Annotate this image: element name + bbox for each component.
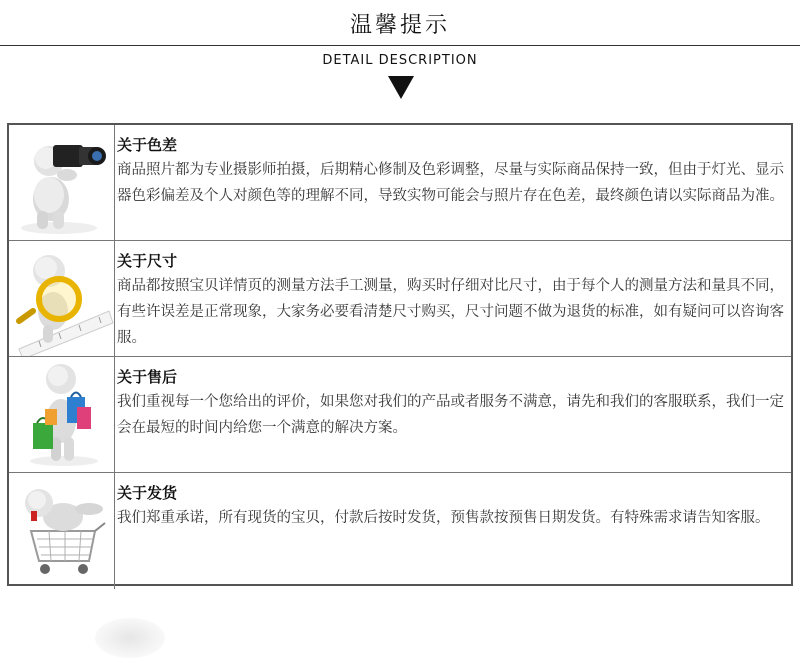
magnifier-ruler-icon <box>9 241 115 356</box>
notice-body: 我们郑重承诺，所有现货的宝贝，付款后按时发货，预售款按预售日期发货。有特殊需求请告知客服。 <box>117 510 770 526</box>
notice-title: 关于售后 <box>117 368 178 386</box>
notice-title: 关于发货 <box>117 484 178 502</box>
shopping-cart-icon <box>9 473 115 589</box>
notice-body: 商品照片都为专业摄影师拍摄，后期精心修制及色彩调整，尽量与实际商品保持一致，但由于灯光、显示器色彩偏差及个人对颜色等的理解不同，导致实物可能会与照片存在色差，最终颜色请以实际商品为准。 <box>117 162 784 204</box>
notice-title: 关于色差 <box>117 136 178 154</box>
page-subtitle: DETAIL DESCRIPTION <box>322 53 478 68</box>
notice-content <box>117 249 793 351</box>
notice-title: 关于尺寸 <box>117 252 178 270</box>
shopping-bags-icon <box>9 357 115 472</box>
decorative-figure <box>95 618 165 658</box>
notice-content <box>117 481 793 531</box>
notice-content <box>117 365 793 441</box>
notice-row-color <box>9 125 791 241</box>
notice-row-size <box>9 241 791 357</box>
notice-row-shipping <box>9 473 791 589</box>
notice-content <box>117 133 793 209</box>
down-arrow-icon <box>388 76 414 99</box>
notice-body: 我们重视每一个您给出的评价，如果您对我们的产品或者服务不满意，请先和我们的客服联系，我们一定会在最短的时间内给您一个满意的解决方案。 <box>117 394 784 436</box>
notice-body: 商品都按照宝贝详情页的测量方法手工测量，购买时仔细对比尺寸，由于每个人的测量方法和量具不同，有些许误差是正常现象，大家务必要看清楚尺寸购买，尺寸问题不做为退货的标准，如有疑问可以咨询客服。 <box>117 278 784 346</box>
page-title: 温馨提示 <box>349 13 450 38</box>
header-divider <box>0 45 800 46</box>
notice-row-after-sales <box>9 357 791 473</box>
notice-table <box>7 123 793 586</box>
photographer-icon <box>9 125 115 240</box>
